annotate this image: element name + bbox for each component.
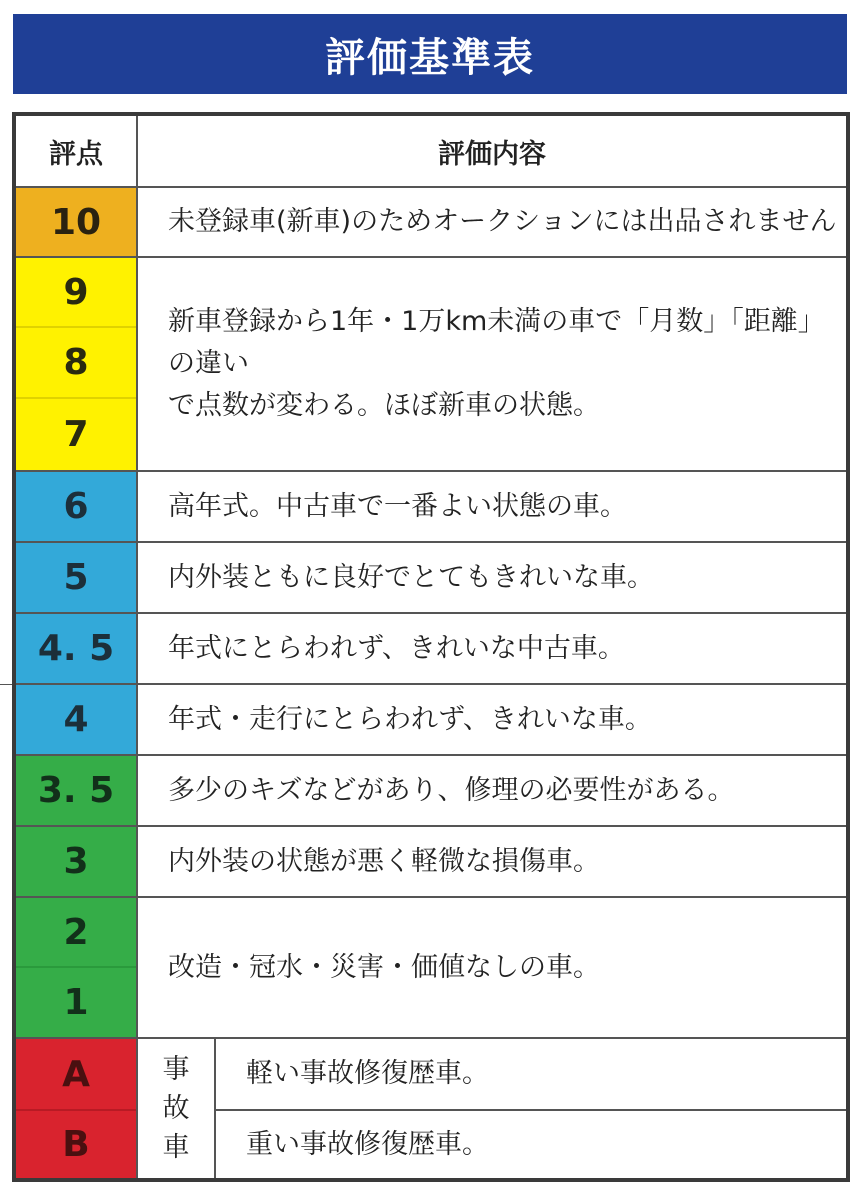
row-divider <box>16 541 846 543</box>
score-cell: 2 <box>16 898 136 966</box>
page-title: 評価基準表 <box>325 34 535 81</box>
row-divider <box>16 470 846 472</box>
row-divider <box>16 683 846 685</box>
row-divider <box>16 397 136 399</box>
description-score-2-1: 改造・冠水・災害・価値なしの車。 <box>168 951 600 983</box>
accident-char: 故 <box>162 1092 190 1124</box>
score-cell: 3 <box>16 827 136 896</box>
description-score-B: 重い事故修復歴車。 <box>246 1128 489 1160</box>
row-divider <box>216 1109 846 1111</box>
accident-vehicle-label <box>138 1039 214 1178</box>
score-cell: B <box>16 1111 136 1178</box>
row-divider <box>16 1037 846 1039</box>
score-cell: 4. 5 <box>16 614 136 683</box>
score-cell: 10 <box>16 188 136 256</box>
score-cell: 5 <box>16 543 136 612</box>
description-score-5: 内外装ともに良好でとてもきれいな車。 <box>168 561 654 593</box>
score-cell: 3. 5 <box>16 756 136 825</box>
score-cell: 8 <box>16 328 136 397</box>
header-content: 評価内容 <box>438 138 546 170</box>
description-score-3: 内外装の状態が悪く軽微な損傷車。 <box>168 845 600 877</box>
row-divider <box>16 256 846 258</box>
score-cell: 1 <box>16 968 136 1037</box>
score-cell: 6 <box>16 472 136 541</box>
row-divider <box>16 1109 136 1111</box>
row-divider <box>16 896 846 898</box>
description-score-4: 年式・走行にとらわれず、きれいな車。 <box>168 703 652 735</box>
evaluation-table <box>12 112 850 1182</box>
row-divider <box>16 186 846 188</box>
description-score-9-7 <box>138 258 846 470</box>
description-score-A: 軽い事故修復歴車。 <box>246 1058 489 1090</box>
row-divider <box>16 612 846 614</box>
score-cell: A <box>16 1039 136 1109</box>
row-divider <box>16 825 846 827</box>
accident-char: 事 <box>162 1053 190 1085</box>
score-cell: 7 <box>16 399 136 470</box>
description-line: で点数が変わる。ほぼ新車の状態。 <box>168 389 600 421</box>
row-divider <box>16 326 136 328</box>
description-line: 新車登録から1年・1万km未満の車で「月数」「距離」の違い <box>168 306 825 380</box>
row-divider <box>16 966 136 968</box>
description-score-10: 未登録車(新車)のためオークションには出品されません <box>168 206 837 238</box>
row-divider <box>16 754 846 756</box>
margin-mark <box>0 684 12 685</box>
score-cell: 4 <box>16 685 136 754</box>
column-divider <box>136 116 138 1178</box>
title-banner <box>13 14 847 94</box>
description-score-4-5: 年式にとらわれず、きれいな中古車。 <box>168 632 625 664</box>
score-cell: 9 <box>16 258 136 326</box>
header-score: 評点 <box>49 138 103 170</box>
accident-char: 車 <box>162 1132 190 1164</box>
description-score-3-5: 多少のキズなどがあり、修理の必要性がある。 <box>168 774 735 806</box>
description-score-6: 高年式。中古車で一番よい状態の車。 <box>168 490 627 522</box>
